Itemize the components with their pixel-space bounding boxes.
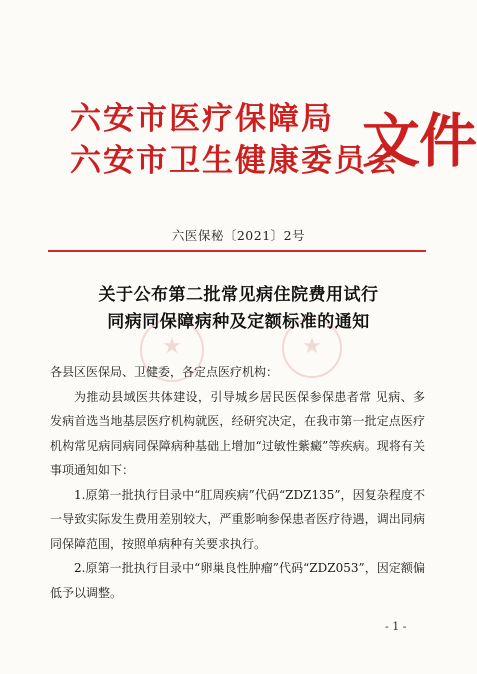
paragraph-item-2: 2.原第一批执行目录中“卵巢良性肿瘤”代码“ZDZ053”，因定额偏低予以调整。 xyxy=(50,561,425,600)
seal-star-icon: ★ xyxy=(162,334,182,359)
document-type-label: 文件 xyxy=(362,107,477,175)
page-number: - 1 - xyxy=(385,620,407,633)
seal-star-icon: ★ xyxy=(302,334,322,359)
notice-body xyxy=(50,360,425,605)
red-separator-line xyxy=(48,250,426,252)
issuing-org-1: 六安市医疗保障局 xyxy=(70,101,334,137)
issuing-org-2: 六安市卫生健康委员会 xyxy=(70,143,400,179)
paragraph-item-1: 1.原第一批执行目录中“肛周疾病”代码“ZDZ135”，因复杂程度不一导致实际发生费用差别较大，严重影响参保患者医疗待遇，调出同病同保障范围，按照单病种有关要求执行。 xyxy=(50,487,425,551)
document-number: 六医保秘〔2021〕2号 xyxy=(171,228,306,243)
salutation: 各县区医保局、卫健委，各定点医疗机构： xyxy=(50,365,279,379)
paragraph-intro: 为推动县域医共体建设，引导城乡居民医保参保患者常 见病、多发病首选当地基层医疗机构就医，经研究决定，在我市第一批定点医疗机构常见病同病同保障病种基础上增加“过敏性紫癜”等疾病。现将有关事项通知如下： xyxy=(50,389,425,477)
document-header xyxy=(70,100,477,190)
notice-title-line-1: 关于公布第二批常见病住院费用试行 xyxy=(98,285,379,305)
notice-title-line-2: 同病同保障病种及定额标准的通知 xyxy=(107,312,370,332)
